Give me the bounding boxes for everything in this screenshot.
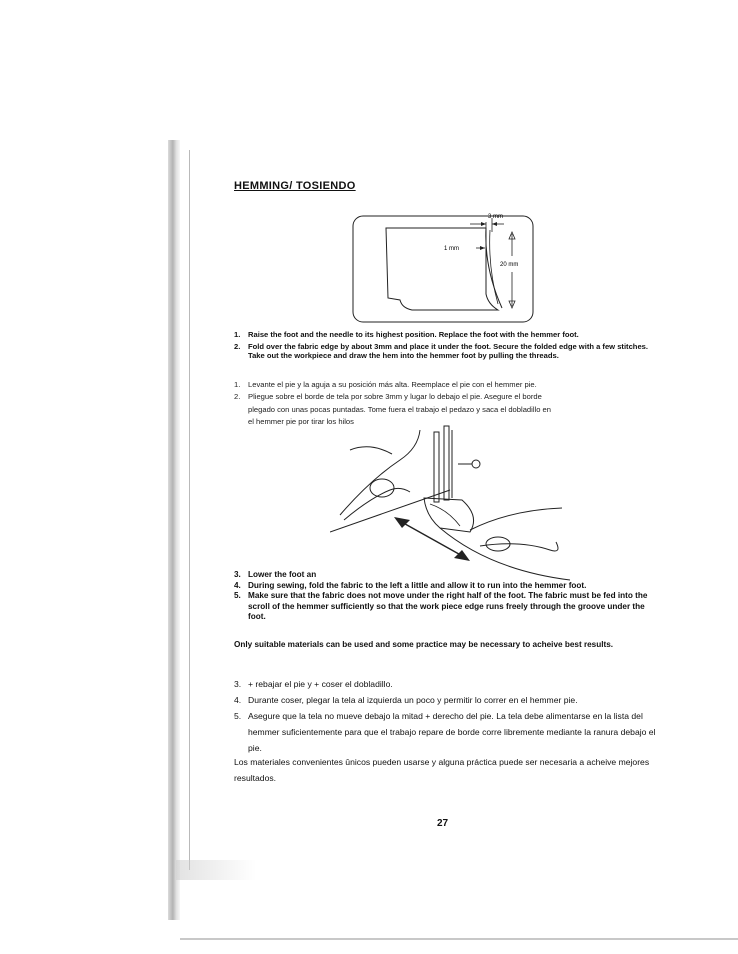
- needle-bar: [444, 426, 449, 500]
- steps-en-bottom: [234, 570, 664, 623]
- fabric-outline: [386, 228, 498, 310]
- list-item: [234, 591, 664, 623]
- list-item: [234, 692, 664, 708]
- hemmer-foot-icon: [424, 498, 474, 532]
- step-text: Fold over the fabric edge by about 3mm and place it under the foot. Secure the folded edge with a few stitches. Take out the workpiece and draw the hem into the hemmer foot by pulling the threads.: [248, 341, 649, 361]
- step-number: 5.: [234, 711, 242, 721]
- step-text: Lower the foot an: [248, 570, 317, 579]
- fold-line: [486, 228, 502, 308]
- fold-line-inner: [490, 230, 498, 304]
- label-3mm: 3 mm: [488, 214, 503, 220]
- arrowhead: [492, 222, 497, 226]
- page-edge-smudge: [176, 860, 256, 880]
- feed-direction-arrow: [398, 520, 466, 558]
- step-number: 1.: [234, 330, 241, 339]
- step-number: 3.: [234, 570, 241, 579]
- list-item: [234, 570, 664, 581]
- step-number: 1.: [234, 380, 241, 389]
- list-item: [234, 676, 664, 692]
- step-number: 5.: [234, 591, 241, 601]
- step-text: Make sure that the fabric does not move under the right half of the foot. The fabric must be fed into the scroll of the hemmer sufficiently so that the work piece edge runs freely through the groove under the foot.: [248, 591, 648, 622]
- hem-dimension-figure: [352, 208, 536, 326]
- step-number: 2.: [234, 392, 241, 402]
- page-title: HEMMING/ TOSIENDO: [234, 180, 356, 192]
- note-es: Los materiales convenientes ûnicos pueden usarse y alguna práctica puede ser necesaria a acheive mejores resultados.: [234, 757, 650, 783]
- page-bottom-edge: [180, 938, 738, 940]
- steps-es-bottom: [234, 676, 664, 756]
- arrowhead: [480, 246, 485, 250]
- right-hand-outline: [470, 508, 562, 530]
- page-binding-line: [189, 150, 190, 870]
- list-item: [234, 581, 664, 592]
- step-text: During sewing, fold the fabric to the left a little and allow it to run into the hemmer foot.: [248, 580, 587, 590]
- left-finger: [350, 447, 392, 454]
- presser-bar: [434, 432, 439, 502]
- arrowhead: [454, 550, 470, 561]
- list-item: [234, 708, 664, 756]
- step-number: 4.: [234, 580, 241, 590]
- presser-screw: [472, 460, 480, 468]
- step-number: 4.: [234, 695, 242, 705]
- step-text: Durante coser, plegar la tela al izquierda un poco y permitir lo correr en el hemmer pie.: [248, 695, 578, 705]
- list-item: [234, 330, 664, 340]
- arrowhead: [394, 517, 410, 528]
- left-thumbnail: [370, 479, 394, 497]
- label-20mm: 20 mm: [500, 262, 519, 268]
- step-text: Asegure que la tela no mueve debajo la mitad + derecho del pie. La tela debe alimentarse en la lista del hemmer suficientemente para que el trabajo repare de borde corre libremente mediante la ranura debajo el pie.: [248, 711, 656, 753]
- step-number: 2.: [234, 341, 241, 351]
- arrowhead: [481, 222, 486, 226]
- label-1mm: 1 mm: [444, 246, 459, 252]
- list-item: [234, 379, 664, 391]
- step-text: + rebajar el pie y + coser el dobladillo.: [248, 679, 393, 689]
- step-text: Levante el pie y la aguja a su posición más alta. Reemplace el pie con el hemmer pie.: [248, 380, 537, 389]
- step-number: 3.: [234, 679, 242, 689]
- list-item: [234, 342, 664, 361]
- page-number: 27: [437, 818, 449, 829]
- step-text: Raise the foot and the needle to its highest position. Replace the foot with the hemmer foot.: [248, 330, 579, 339]
- steps-en-top: [234, 330, 664, 363]
- step-text: Pliegue sobre el borde de tela por sobre 3mm y lugar lo debajo el pie. Asegure el borde plegado con unas pocas puntadas. Tome fuera el trabajo el pedazo y saca el dobladillo en el hemmer pie por tirar los hilos: [248, 392, 551, 427]
- note-en: Only suitable materials can be used and some practice may be necessary to acheive best results.: [234, 640, 614, 649]
- page-binding-shadow: [168, 140, 180, 920]
- figure-frame: [353, 216, 533, 322]
- hemmer-foot-sewing-figure: [330, 420, 590, 590]
- left-hand-outline: [340, 430, 420, 515]
- fabric-edge: [330, 490, 450, 532]
